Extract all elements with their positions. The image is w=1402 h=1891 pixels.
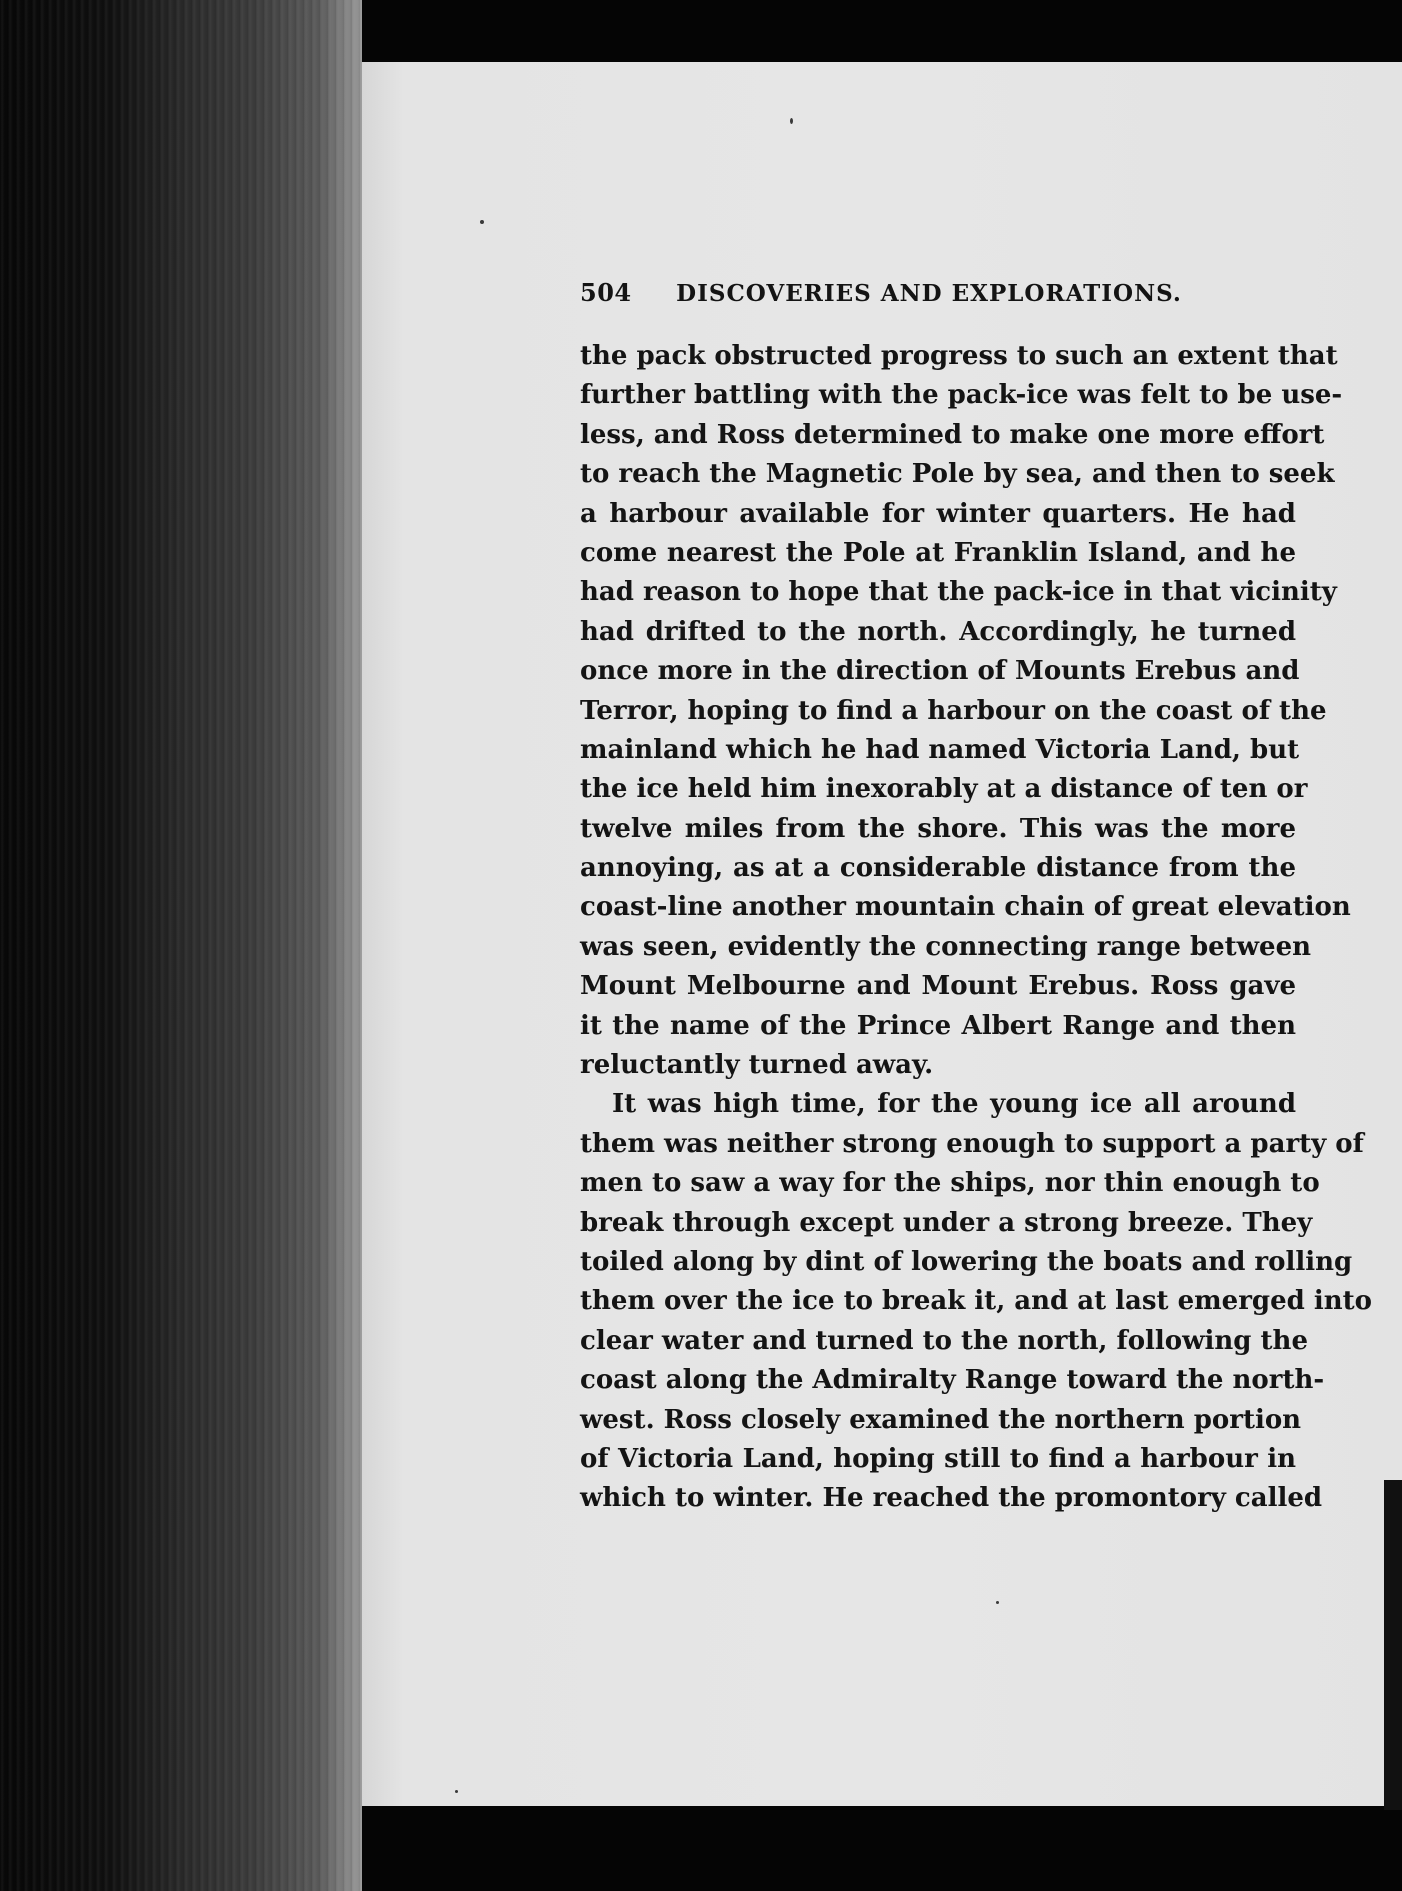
text-line: once more in the direction of Mounts Erebus and [580, 656, 1300, 687]
body-text [580, 337, 1372, 1519]
text-line: had reason to hope that the pack-ice in that vicinity [580, 577, 1337, 608]
scan-speck [480, 220, 484, 224]
text-line: of Victoria Land, hoping still to find a harbour in [580, 1443, 1296, 1474]
text-line: clear water and turned to the north, following the [580, 1325, 1308, 1356]
text-line: toiled along by dint of lowering the boats and rolling [580, 1246, 1353, 1277]
text-line: coast along the Admiralty Range toward the north- [580, 1365, 1325, 1396]
text-line: to reach the Magnetic Pole by sea, and then to seek [580, 459, 1335, 490]
scan-speck [790, 118, 793, 124]
text-line: Mount Melbourne and Mount Erebus. Ross gave [580, 971, 1296, 1002]
page-edge-shadow [1384, 1480, 1402, 1810]
scan-speck [455, 1790, 458, 1793]
text-line: the pack obstructed progress to such an extent that [580, 341, 1338, 371]
text-line: come nearest the Pole at Franklin Island, and he [580, 537, 1296, 568]
text-line: which to winter. He reached the promontory called [580, 1483, 1323, 1514]
text-line: the ice held him inexorably at a distance of ten or [580, 774, 1308, 805]
text-line: reluctantly turned away. [580, 1050, 934, 1081]
text-line: them over the ice to break it, and at last emerged into [580, 1286, 1372, 1317]
text-line: break through except under a strong breeze. They [580, 1207, 1313, 1238]
text-line: was seen, evidently the connecting range between [580, 931, 1312, 962]
text-line: coast-line another mountain chain of great elevation [580, 892, 1351, 923]
text-line: less, and Ross determined to make one more effort [580, 419, 1325, 450]
text-line: had drifted to the north. Accordingly, he turned [580, 616, 1296, 647]
book-binding-gutter [0, 0, 362, 1891]
text-line: Terror, hoping to find a harbour on the coast of the [580, 695, 1327, 726]
running-head [580, 278, 1296, 307]
scan-speck [996, 1601, 999, 1604]
text-line: them was neither strong enough to support a party of [580, 1128, 1364, 1159]
text-line: It was high time, for the young ice all around [612, 1089, 1296, 1120]
page-number: 504 [580, 278, 632, 307]
running-head-title: DISCOVERIES AND EXPLORATIONS. [676, 280, 1182, 307]
text-line: mainland which he had named Victoria Land, but [580, 734, 1300, 765]
text-line: twelve miles from the shore. This was the more [580, 813, 1296, 844]
text-line: men to saw a way for the ships, nor thin enough to [580, 1168, 1320, 1199]
text-line: a harbour available for winter quarters. He had [580, 498, 1296, 529]
text-line: it the name of the Prince Albert Range and then [580, 1010, 1296, 1041]
text-line: west. Ross closely examined the northern portion [580, 1404, 1302, 1435]
text-line: further battling with the pack-ice was felt to be use- [580, 380, 1343, 411]
text-line: annoying, as at a considerable distance from the [580, 853, 1296, 884]
